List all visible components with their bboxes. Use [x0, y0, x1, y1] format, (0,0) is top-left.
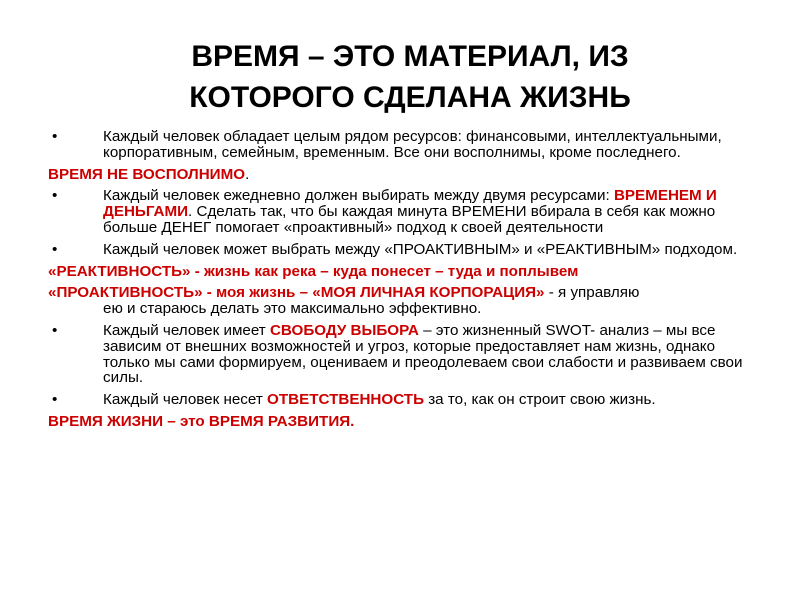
bullet-icon: •	[52, 187, 58, 205]
statement-highlight: ВРЕМЯ НЕ ВОСПОЛНИМО	[48, 165, 246, 183]
statement	[48, 414, 768, 430]
bullet-text-part: . Сделать так, что бы каждая минута ВРЕМЕНИ вбирала в себя как можно больше ДЕНЕГ помогает «проактивный» подход к своей деятельности	[103, 203, 716, 236]
statement	[48, 285, 768, 317]
slide-body	[48, 129, 768, 436]
bullet-highlight: ВРЕМЕНЕМ И ДЕНЬГАМИ	[103, 187, 717, 221]
bullet-text	[103, 392, 763, 408]
bullet-icon: •	[52, 391, 58, 409]
statement-tail: - я управляю	[544, 284, 640, 302]
bullet-item	[48, 129, 768, 161]
statement	[48, 167, 768, 183]
bullet-text-part: Каждый человек ежедневно должен выбирать между двумя ресурсами:	[103, 187, 614, 205]
bullet-item	[48, 242, 768, 258]
statement-highlight: «ПРОАКТИВНОСТЬ» - моя жизнь – «МОЯ ЛИЧНАЯ КОРПОРАЦИЯ»	[48, 284, 545, 302]
bullet-item	[48, 323, 768, 386]
bullet-text	[103, 188, 763, 235]
statement-highlight: «РЕАКТИВНОСТЬ» - жизнь как река – куда понесет – туда и поплывем	[48, 262, 579, 280]
bullet-highlight: СВОБОДУ ВЫБОРА	[269, 321, 419, 339]
bullet-text	[103, 323, 763, 386]
bullet-text: Каждый человек может выбрать между «ПРОАКТИВНЫМ» и «РЕАКТИВНЫМ» подходом.	[103, 240, 738, 258]
bullet-text-part: Каждый человек несет	[103, 391, 268, 409]
statement	[48, 264, 768, 280]
bullet-item	[48, 188, 768, 235]
title-line-2: КОТОРОГО СДЕЛАНА ЖИЗНЬ	[189, 81, 631, 114]
statement-highlight: ВРЕМЯ ЖИЗНИ – это ВРЕМЯ РАЗВИТИЯ.	[48, 412, 355, 430]
bullet-icon: •	[52, 321, 58, 339]
bullet-text-part: за то, как он строит свою жизнь.	[424, 391, 656, 409]
bullet-item	[48, 392, 768, 408]
bullet-icon: •	[52, 240, 58, 258]
bullet-icon: •	[52, 128, 58, 145]
statement-continuation: ею и стараюсь делать это максимально эффективно.	[103, 300, 482, 318]
slide-title	[90, 36, 730, 118]
bullet-highlight: ОТВЕТСТВЕННОСТЬ	[267, 391, 424, 409]
bullet-text-part: – это жизненный SWOT- анализ – мы все зависим от внешних возможностей и угроз, которые предоставляет нам жизнь, однако только мы сами формируем, оцениваем и преодолеваем свои слабости и развиваем свои силы.	[103, 321, 743, 387]
bullet-text-part: Каждый человек имеет	[103, 321, 270, 339]
statement-tail: .	[245, 165, 250, 183]
bullet-text: Каждый человек обладает целым рядом ресурсов: финансовыми, интеллектуальными, корпоративным, семейным, временным. Все они восполнимы, кроме последнего.	[103, 128, 722, 161]
title-line-1: ВРЕМЯ – ЭТО МАТЕРИАЛ, ИЗ	[191, 40, 629, 73]
